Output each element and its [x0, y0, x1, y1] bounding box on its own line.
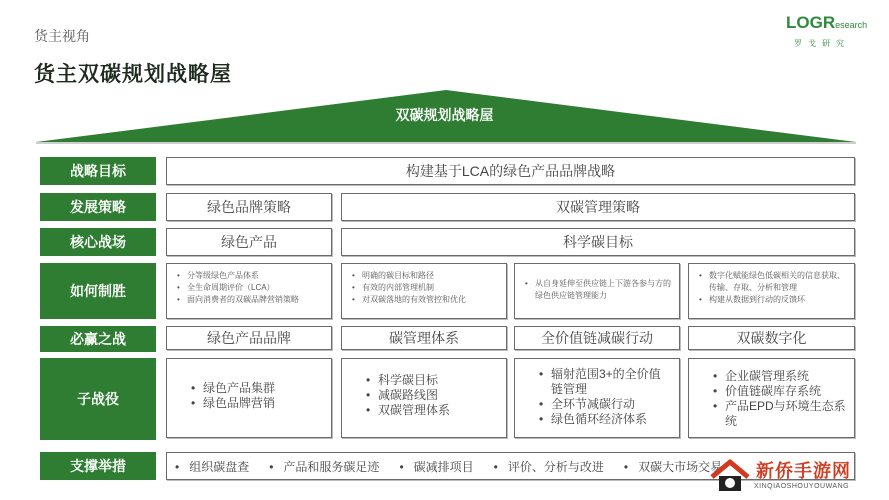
must-win-cell-1: 绿色产品品牌: [166, 326, 332, 350]
how-cell-2: [341, 263, 507, 319]
list-item: • 有效的内部管理机制: [352, 283, 434, 292]
watermark-sub: XINQIAOSHOUYOUWANG: [754, 483, 850, 490]
list-item: • 绿色循环经济体系: [539, 412, 648, 426]
support-item: • 组织碳盘查: [175, 459, 250, 474]
list-item: • 辐射范围3+的全价值链管理: [539, 367, 661, 396]
logo: [786, 14, 878, 50]
list-item: • 绿色产品集群: [191, 381, 276, 395]
list-item: • 分等级绿色产品体系: [177, 271, 259, 280]
how-cell-3: [514, 263, 680, 319]
list-item: • 双碳管理体系: [366, 403, 451, 417]
must-win-cell-2: 碳管理体系: [341, 326, 507, 350]
logo-sub: 罗戈研究: [794, 39, 850, 48]
must-win-cell-4: 双碳数字化: [688, 326, 855, 350]
list-item: • 面向消费者的双碳品牌营销策略: [177, 295, 299, 304]
goal-cell: 构建基于LCA的绿色产品品牌战略: [166, 157, 855, 185]
list-item: • 明确的碳目标和路径: [352, 271, 434, 280]
support-item: • 评价、分析与改进: [493, 459, 604, 474]
row-label-goal: 战略目标: [40, 157, 156, 185]
list-item: • 绿色品牌营销: [191, 396, 276, 410]
battlefield-cell-1: 绿色产品: [166, 228, 332, 256]
list-item: • 全生命周期评价（LCA）: [177, 283, 275, 292]
list-item: • 数字化赋能绿色低碳相关的信息获取、传输、存取、分析和管理: [699, 271, 845, 292]
row-label-battlefield: 核心战场: [40, 228, 156, 256]
how-cell-1: [166, 263, 332, 319]
logo-text: LOGR: [786, 13, 836, 32]
list-item: • 减碳路线图: [366, 388, 439, 402]
battlefield-cell-2: 科学碳目标: [341, 228, 855, 256]
must-win-cell-3: 全价值链减碳行动: [514, 326, 680, 350]
page-subtitle: 货主视角: [34, 28, 90, 44]
list-item: • 对双碳落地的有效管控和优化: [352, 295, 466, 304]
list-item: • 科学碳目标: [366, 373, 439, 387]
list-item: • 企业碳管理系统: [713, 369, 810, 383]
campaign-cell-4: [688, 358, 855, 438]
list-item: • 构建从数据到行动的反馈环: [699, 295, 805, 304]
row-label-support: 支撑举措: [40, 452, 156, 480]
page-title: 货主双碳规划战略屋: [34, 63, 232, 86]
row-label-campaigns: 子战役: [40, 358, 156, 440]
row-label-strategy: 发展策略: [40, 193, 156, 221]
list-item: • 产品EPD与环境生态系统: [713, 399, 846, 428]
list-item: • 全环节减碳行动: [539, 397, 636, 411]
campaign-cell-3: [514, 358, 680, 438]
house-icon: [710, 459, 750, 493]
watermark: [706, 455, 886, 497]
row-label-must-win: 必赢之战: [40, 326, 156, 352]
strategy-cell-2: 双碳管理策略: [341, 193, 855, 221]
row-label-how: 如何制胜: [40, 263, 156, 319]
list-item: • 价值链碳库存系统: [713, 384, 822, 398]
support-item: • 双碳大市场交易: [623, 459, 723, 474]
watermark-main: 新侨手游网: [756, 461, 851, 481]
campaign-cell-2: [341, 358, 507, 438]
strategy-cell-1: 绿色品牌策略: [166, 193, 332, 221]
how-cell-4: [688, 263, 855, 319]
roof-label: 双碳规划战略屋: [395, 107, 494, 123]
support-item: • 产品和服务碳足迹: [269, 459, 380, 474]
list-item: • 从自身延伸至供应链上下游各参与方的绿色供应链管理能力: [525, 279, 671, 300]
logo-sup: esearch: [835, 20, 868, 30]
campaign-cell-1: [166, 358, 332, 438]
support-item: • 碳减排项目: [399, 459, 474, 474]
